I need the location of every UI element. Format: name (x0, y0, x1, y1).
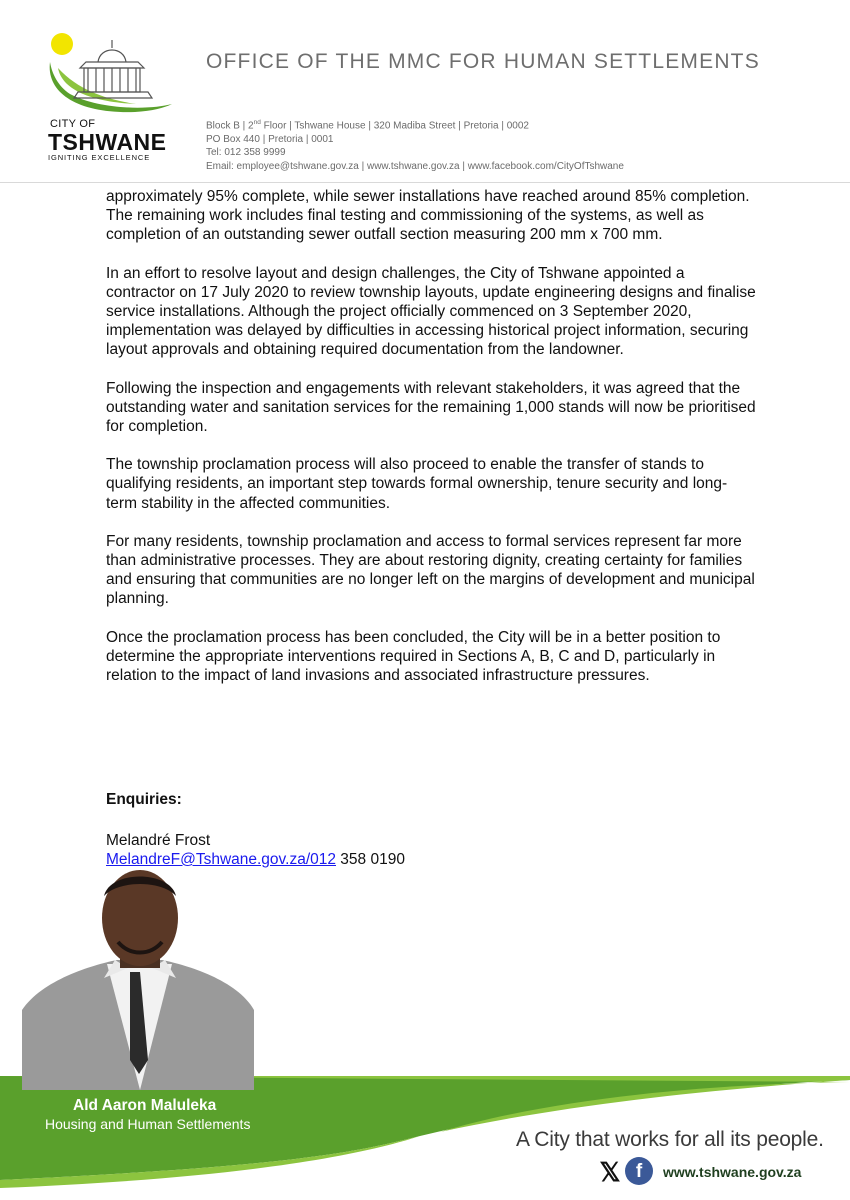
po-box-line: PO Box 440 | Pretoria | 0001 (206, 133, 334, 145)
logo-city-name: TSHWANE (48, 129, 167, 155)
email-link[interactable]: MelandreF@Tshwane.gov.za/012 (106, 851, 336, 868)
official-name: Ald Aaron Maluleka (73, 1097, 217, 1114)
paragraph: For many residents, township proclamation and access to formal services represent far more than administrative processes. They are about restoring dignity, creating certainty for families and ensuring that communities are no longer left on the margins of development and municipal planning. (106, 532, 755, 608)
tel-line: Tel: 012 358 9999 (206, 147, 286, 159)
logo-tagline: IGNITING EXCELLENCE (48, 153, 151, 162)
paragraph: approximately 95% complete, while sewer installations have reached around 85% completion. The remaining work includes final testing and commissioning of the systems, as well as completion of an outstanding sewer outfall section measuring 200 mm x 700 mm. (106, 188, 750, 244)
paragraph: Following the inspection and engagements with relevant stakeholders, it was agreed that the outstanding water and sanitation services for the remaining 1,000 stands will now be prioritised for completion. (106, 379, 756, 436)
address-post: Floor | Tshwane House | 320 Madiba Street | Pretoria | 0002 (260, 120, 529, 132)
phone-rest: 358 0190 (336, 851, 405, 868)
address-sup: nd (253, 119, 261, 126)
city-of-tshwane-logo (40, 28, 180, 163)
paragraph: The township proclamation process will also proceed to enable the transfer of stands to qualifying residents, an important step towards formal ownership, tenure security and long-term stability in the affected communities. (106, 456, 728, 512)
official-role: Housing and Human Settlements (45, 1116, 251, 1132)
official-portrait-photo (22, 860, 254, 1090)
website-link[interactable]: www.tshwane.gov.za (663, 1164, 802, 1180)
enquiries-heading: Enquiries: (106, 791, 182, 808)
address-pre: Block B | 2 (206, 120, 254, 132)
press-release-body (106, 187, 756, 704)
enquiries-contact-name: Melandré Frost (106, 832, 211, 849)
letterhead (0, 0, 850, 183)
address-line (206, 116, 624, 133)
logo-city-of: CITY OF (50, 118, 96, 130)
paragraph: Once the proclamation process has been concluded, the City will be in a better position to determine the appropriate interventions required in Sections A, B, C and D, particularly in relation to the impact of land invasions and associated infrastructure pressures. (106, 628, 721, 685)
paragraph: In an effort to resolve layout and design challenges, the City of Tshwane appointed a contractor on 17 July 2020 to review township layouts, update engineering designs and finalise service installations. Although the project officially commenced on 3 September 2020, implementation was delayed by difficulties in accessing historical project information, securing layout approvals and obtaining required documentation from the landowner. (106, 264, 756, 359)
contact-details (206, 116, 624, 173)
office-title: OFFICE OF THE MMC FOR HUMAN SETTLEMENTS (206, 50, 760, 73)
x-icon[interactable]: 𝕏 (599, 1157, 621, 1187)
city-slogan: A City that works for all its people. (516, 1128, 824, 1151)
facebook-icon[interactable]: f (625, 1157, 653, 1185)
email-line: Email: employee@tshwane.gov.za | www.tshwane.gov.za | www.facebook.com/CityOfTshwane (206, 160, 624, 172)
logo-emblem-icon (40, 28, 180, 123)
